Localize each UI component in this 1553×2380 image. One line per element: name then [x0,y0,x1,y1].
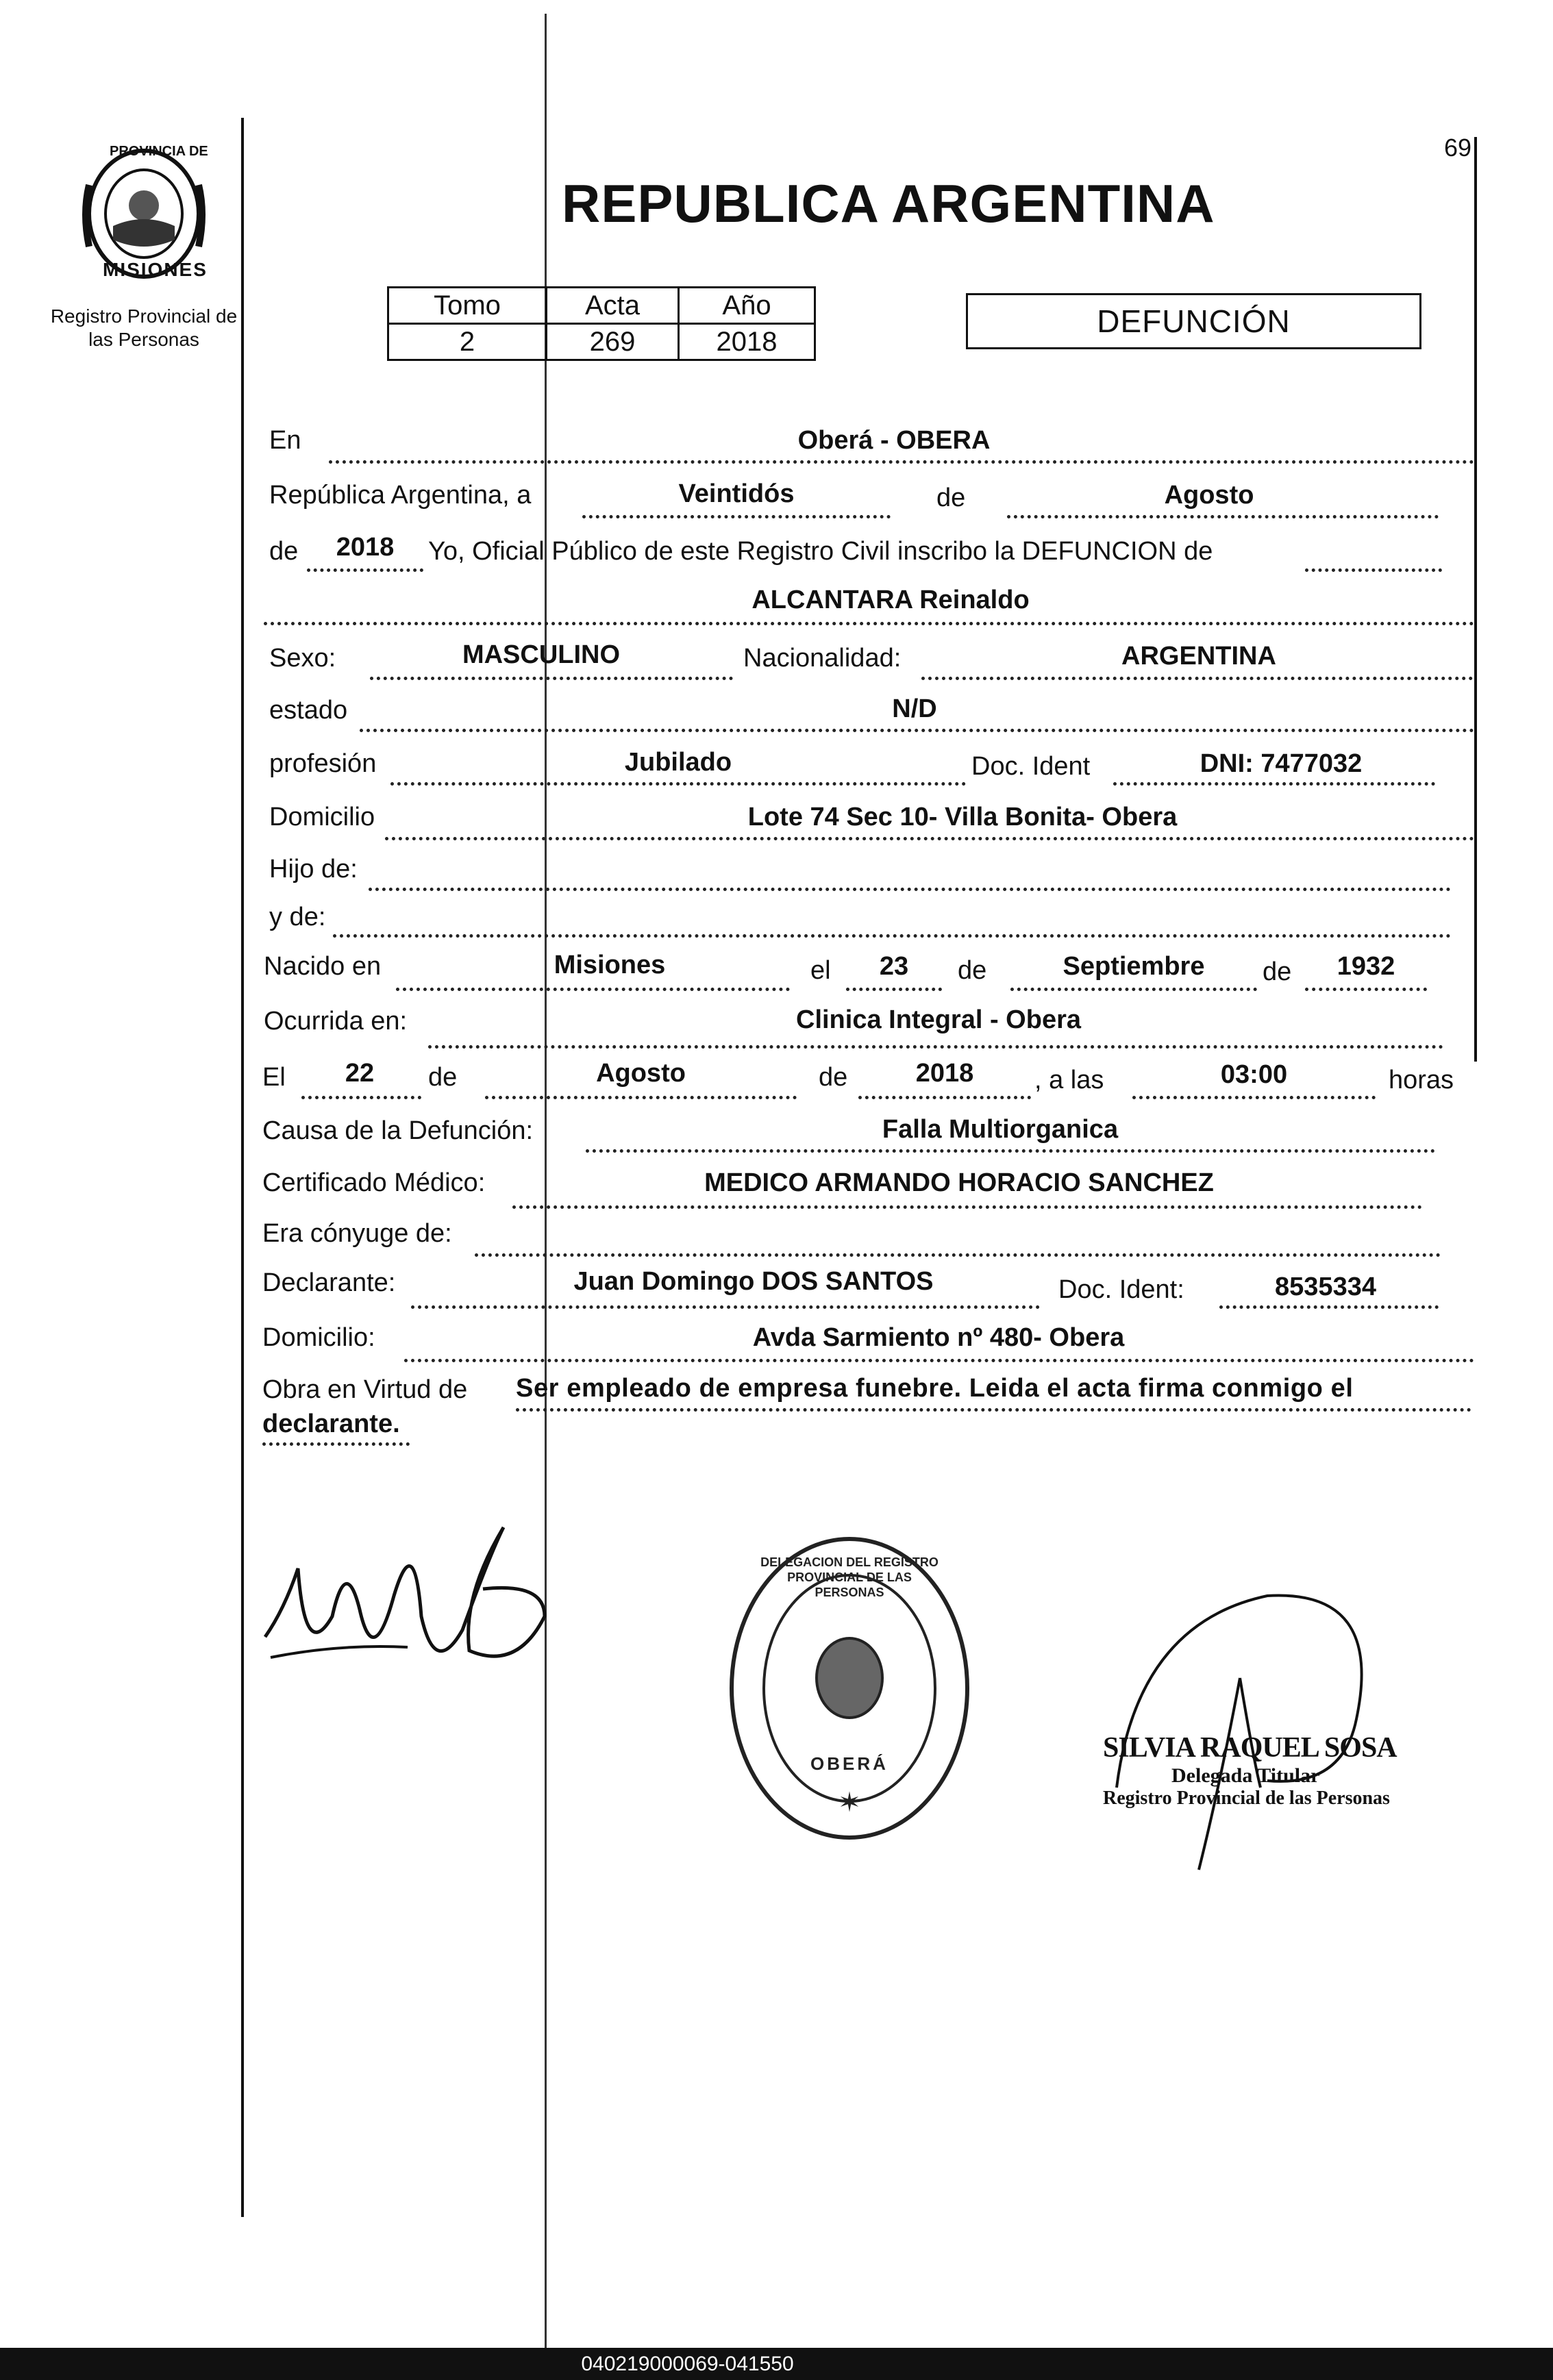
tomo-header: Tomo [388,288,547,324]
de-label: de [936,484,966,512]
ocurrida-label: Ocurrida en: [264,1007,408,1036]
de-label-2: de [958,956,987,985]
obra-text-2: declarante. [262,1410,400,1438]
signatory-org: Registro Provincial de las Personas [1103,1788,1390,1809]
declarante-signature [257,1514,558,1692]
nacido-en-value: Misiones [554,951,666,979]
death-year-value: 2018 [915,1059,974,1088]
record-table [387,286,816,361]
official-stamp [726,1534,973,1842]
declarante-doc-value: 8535334 [1275,1273,1376,1301]
death-time-value: 03:00 [1220,1060,1288,1089]
nacido-label: Nacido en [264,952,382,981]
province-logo [75,137,212,288]
oficial-text: Yo, Oficial Público de este Registro Civil inscribo la DEFUNCION de [428,537,1213,566]
logo-text-top: PROVINCIA DE [110,144,208,159]
en-label: En [269,426,301,455]
obra-dotted-line-2 [262,1442,410,1446]
nacionalidad-value: ARGENTINA [1121,642,1276,671]
obra-dotted-line-1 [516,1408,1471,1412]
sexo-value: MASCULINO [462,640,621,669]
republica-label: República Argentina, a [269,481,532,510]
acta-header: Acta [547,288,679,324]
profesion-label: profesión [269,749,377,778]
sexo-label: Sexo: [269,644,336,673]
month-value: Agosto [1164,481,1254,510]
death-day-dotted-line [301,1096,421,1099]
death-day-value: 22 [345,1059,375,1088]
declarante-domicilio-dotted-line [404,1359,1474,1362]
certificado-label: Certificado Médico: [262,1168,486,1197]
acta-value: 269 [547,324,679,360]
left-margin-rule [241,118,244,2217]
doc-ident-value: DNI: 7477032 [1200,749,1363,778]
sexo-dotted-line [370,677,733,680]
death-year-dotted-line [858,1096,1031,1099]
horas-label: horas [1389,1066,1454,1094]
declarante-doc-dotted-line [1219,1305,1439,1309]
tomo-value: 2 [388,324,547,360]
fold-line [545,14,547,2348]
ocurrida-dotted-line [428,1045,1443,1049]
year-value: 2018 [336,533,395,562]
birth-day-value: 23 [879,952,909,981]
estado-value: N/D [892,694,937,723]
de-label-5: de [819,1063,848,1092]
a-las-label: , a las [1034,1066,1104,1094]
domicilio-label-2: Domicilio: [262,1323,375,1352]
nacionalidad-dotted-line [921,677,1473,680]
deceased-name: ALCANTARA Reinaldo [751,586,1030,614]
page-number: 69 [1444,134,1472,162]
ano-header: Año [679,288,815,324]
domicilio-label: Domicilio [269,803,375,831]
estado-label: estado [269,696,348,725]
ocurrida-en-value: Clinica Integral - Obera [796,1005,1081,1034]
declarante-domicilio-value: Avda Sarmiento nº 480- Obera [752,1323,1125,1352]
birth-month-value: Septiembre [1063,952,1205,981]
birth-day-dotted-line [846,988,942,991]
place-value: Oberá - OBERA [797,426,991,455]
document-type-box: DEFUNCIÓN [966,293,1421,349]
declarante-value: Juan Domingo DOS SANTOS [573,1267,934,1296]
nacido-dotted-line [396,988,790,991]
nacionalidad-label: Nacionalidad: [743,644,902,673]
birth-month-dotted-line [1010,988,1257,991]
stamp-city: OBERÁ [810,1753,889,1774]
death-time-dotted-line [1132,1096,1376,1099]
signatory-block [1103,1731,1445,1809]
declarante-label: Declarante: [262,1268,396,1297]
signatory-role: Delegada Titular [1171,1764,1320,1787]
registry-name [31,305,257,351]
right-margin-rule [1474,137,1477,1062]
de-label-3: de [1263,957,1292,986]
profesion-value: Jubilado [624,748,732,777]
de-label-4: de [428,1063,458,1092]
doc-ident-dotted-line [1113,782,1435,786]
year-prefix-label: de [269,537,299,566]
deceased-dotted-line [264,622,1474,625]
signatory-name: SILVIA RAQUEL SOSA [1103,1732,1397,1764]
footer-code: 040219000069-041550 [581,2353,794,2375]
registry-line-1: Registro Provincial de [50,305,238,327]
doc-ident-label: Doc. Ident [971,752,1091,781]
certificado-dotted-line [512,1205,1422,1209]
obra-text-1: Ser empleado de empresa funebre. Leida el acta firma conmigo el [516,1374,1354,1403]
profesion-dotted-line [390,782,966,786]
causa-value: Falla Multiorganica [882,1115,1119,1144]
stamp-ring-text: DELEGACION DEL REGISTRO PROVINCIAL DE LAS PERSONAS [760,1555,939,1599]
el-label: el [810,956,831,985]
conyuge-label: Era cónyuge de: [262,1219,452,1248]
ano-value: 2018 [679,324,815,360]
official-signature-mark [1110,1582,1384,1877]
death-month-dotted-line [485,1096,797,1099]
footer-bar [0,2348,1553,2380]
obra-label: Obra en Virtud de [262,1375,468,1404]
logo-text-bottom: MISIONES [103,259,208,280]
month-dotted-line [1007,515,1439,518]
svg-text:✶: ✶ [838,1788,861,1818]
certificado-value: MEDICO ARMANDO HORACIO SANCHEZ [704,1168,1214,1197]
year-dotted-line [307,568,423,572]
el-cap-label: El [262,1063,286,1092]
declarante-dotted-line [411,1305,1040,1309]
causa-label: Causa de la Defunción: [262,1116,534,1145]
hijo-dotted-line [369,888,1451,891]
conyuge-dotted-line [475,1253,1441,1257]
domicilio-value: Lote 74 Sec 10- Villa Bonita- Obera [747,803,1178,831]
day-words-dotted-line [582,515,891,518]
y-de-label: y de: [269,903,326,931]
birth-year-dotted-line [1305,988,1427,991]
oficial-dotted-line [1305,568,1442,572]
birth-year-value: 1932 [1337,952,1395,981]
doc-ident-label-2: Doc. Ident: [1058,1275,1184,1304]
causa-dotted-line [586,1149,1435,1153]
death-month-value: Agosto [596,1059,686,1088]
page-title: REPUBLICA ARGENTINA [562,173,1215,234]
domicilio-dotted-line [385,837,1474,840]
registry-line-2: las Personas [88,329,199,350]
place-dotted-line [329,460,1474,464]
estado-dotted-line [360,729,1474,732]
day-words-value: Veintidós [678,479,795,508]
hijo-label: Hijo de: [269,855,358,884]
y-de-dotted-line [333,934,1451,938]
